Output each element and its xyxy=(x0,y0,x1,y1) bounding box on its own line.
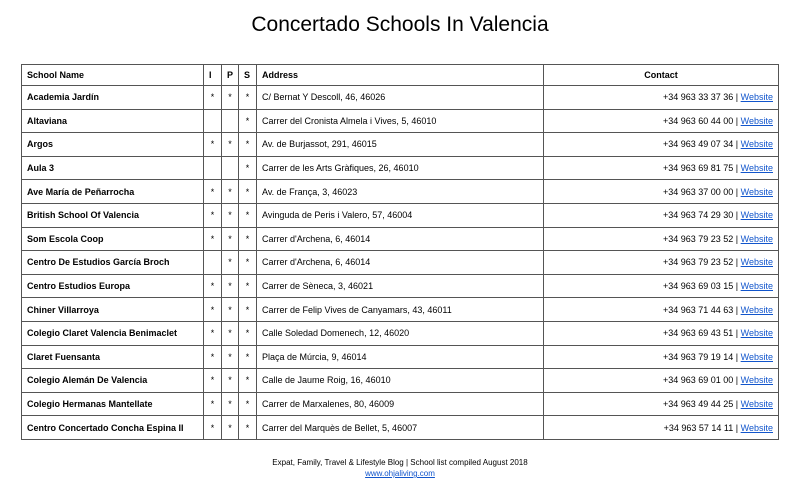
school-contact xyxy=(544,345,779,369)
school-address: Carrer de Marxalenes, 80, 46009 xyxy=(257,392,544,416)
school-phone: +34 963 69 03 15 xyxy=(662,281,734,292)
separator: | xyxy=(735,139,739,150)
separator: | xyxy=(735,233,739,244)
school-phone: +34 963 79 23 52 xyxy=(662,257,734,268)
primary-flag xyxy=(222,156,239,180)
primary-flag: * xyxy=(222,274,239,298)
school-address: Av. de Burjassot, 291, 46015 xyxy=(257,133,544,157)
separator: | xyxy=(735,163,739,174)
secondary-flag: * xyxy=(239,156,257,180)
school-name: Colegio Hermanas Mantellate xyxy=(22,392,204,416)
header-s: S xyxy=(239,65,257,86)
school-address: Plaça de Múrcia, 9, 46014 xyxy=(257,345,544,369)
website-link[interactable]: Website xyxy=(740,399,773,410)
table-row xyxy=(22,156,779,180)
school-phone: +34 963 69 81 75 xyxy=(662,163,734,174)
school-contact xyxy=(544,227,779,251)
primary-flag: * xyxy=(222,416,239,440)
school-name: Argos xyxy=(22,133,204,157)
school-phone: +34 963 57 14 11 xyxy=(663,422,734,433)
infant-flag: * xyxy=(204,227,222,251)
primary-flag: * xyxy=(222,345,239,369)
infant-flag: * xyxy=(204,321,222,345)
school-name: Som Escola Coop xyxy=(22,227,204,251)
infant-flag: * xyxy=(204,298,222,322)
website-link[interactable]: Website xyxy=(740,328,773,339)
separator: | xyxy=(735,281,739,292)
school-phone: +34 963 69 43 51 xyxy=(662,328,734,339)
footer xyxy=(0,457,800,479)
school-contact xyxy=(544,203,779,227)
school-contact xyxy=(544,274,779,298)
school-address: Carrer de les Arts Gràfiques, 26, 46010 xyxy=(257,156,544,180)
secondary-flag: * xyxy=(239,392,257,416)
separator: | xyxy=(735,399,739,410)
header-school-name: School Name xyxy=(22,65,204,86)
school-address: Carrer de Sèneca, 3, 46021 xyxy=(257,274,544,298)
website-link[interactable]: Website xyxy=(740,351,773,362)
secondary-flag: * xyxy=(239,274,257,298)
website-link[interactable]: Website xyxy=(740,422,773,433)
secondary-flag: * xyxy=(239,321,257,345)
primary-flag: * xyxy=(222,369,239,393)
primary-flag: * xyxy=(222,133,239,157)
secondary-flag: * xyxy=(239,345,257,369)
table-row xyxy=(22,109,779,133)
separator: | xyxy=(735,328,739,339)
separator: | xyxy=(735,186,739,197)
school-contact xyxy=(544,86,779,110)
secondary-flag: * xyxy=(239,203,257,227)
primary-flag: * xyxy=(222,298,239,322)
table-row xyxy=(22,86,779,110)
table-row xyxy=(22,227,779,251)
school-phone: +34 963 60 44 00 xyxy=(662,115,734,126)
website-link[interactable]: Website xyxy=(740,163,773,174)
infant-flag: * xyxy=(204,180,222,204)
website-link[interactable]: Website xyxy=(740,375,773,386)
website-link[interactable]: Website xyxy=(740,115,773,126)
infant-flag: * xyxy=(204,133,222,157)
school-name: British School Of Valencia xyxy=(22,203,204,227)
secondary-flag: * xyxy=(239,298,257,322)
separator: | xyxy=(735,375,739,386)
header-address: Address xyxy=(257,65,544,86)
infant-flag: * xyxy=(204,86,222,110)
school-contact xyxy=(544,392,779,416)
infant-flag: * xyxy=(204,416,222,440)
secondary-flag: * xyxy=(239,86,257,110)
school-contact xyxy=(544,109,779,133)
school-name: Altaviana xyxy=(22,109,204,133)
separator: | xyxy=(735,115,739,126)
school-phone: +34 963 33 37 36 xyxy=(662,92,734,103)
table-header-row xyxy=(22,65,779,86)
footer-credit: Expat, Family, Travel & Lifestyle Blog | School list compiled August 2018 xyxy=(272,458,528,467)
website-link[interactable]: Website xyxy=(740,304,773,315)
separator: | xyxy=(735,210,739,221)
schools-table xyxy=(21,64,779,440)
primary-flag: * xyxy=(222,227,239,251)
website-link[interactable]: Website xyxy=(740,281,773,292)
school-name: Claret Fuensanta xyxy=(22,345,204,369)
school-address: C/ Bernat Y Descoll, 46, 46026 xyxy=(257,86,544,110)
separator: | xyxy=(735,92,739,103)
school-contact xyxy=(544,321,779,345)
page-title: Concertado Schools In Valencia xyxy=(251,13,549,36)
table-row xyxy=(22,133,779,157)
table-row xyxy=(22,251,779,275)
school-phone: +34 963 37 00 00 xyxy=(662,186,734,197)
infant-flag: * xyxy=(204,345,222,369)
website-link[interactable]: Website xyxy=(740,233,773,244)
school-address: Carrer d'Archena, 6, 46014 xyxy=(257,227,544,251)
primary-flag: * xyxy=(222,392,239,416)
school-name: Academia Jardín xyxy=(22,86,204,110)
school-phone: +34 963 69 01 00 xyxy=(662,375,734,386)
header-contact: Contact xyxy=(544,65,779,86)
table-row xyxy=(22,345,779,369)
infant-flag xyxy=(204,251,222,275)
school-name: Chiner Villarroya xyxy=(22,298,204,322)
school-name: Ave María de Peñarrocha xyxy=(22,180,204,204)
separator: | xyxy=(735,257,739,268)
secondary-flag: * xyxy=(239,251,257,275)
primary-flag: * xyxy=(222,321,239,345)
website-link[interactable]: Website xyxy=(740,257,773,268)
website-link[interactable]: Website xyxy=(740,186,773,197)
website-link[interactable]: Website xyxy=(740,92,773,103)
infant-flag xyxy=(204,109,222,133)
table-row xyxy=(22,321,779,345)
school-address: Calle Soledad Domenech, 12, 46020 xyxy=(257,321,544,345)
school-address: Carrer del Cronista Almela i Vives, 5, 46010 xyxy=(257,109,544,133)
school-phone: +34 963 49 44 25 xyxy=(662,399,734,410)
secondary-flag: * xyxy=(239,180,257,204)
school-contact xyxy=(544,133,779,157)
school-address: Calle de Jaume Roig, 16, 46010 xyxy=(257,369,544,393)
website-link[interactable]: Website xyxy=(740,210,773,221)
infant-flag: * xyxy=(204,369,222,393)
separator: | xyxy=(735,422,739,433)
separator: | xyxy=(735,304,739,315)
school-name: Centro Estudios Europa xyxy=(22,274,204,298)
school-phone: +34 963 79 23 52 xyxy=(662,233,734,244)
primary-flag: * xyxy=(222,86,239,110)
school-phone: +34 963 79 19 14 xyxy=(662,351,734,362)
school-address: Avinguda de Peris i Valero, 57, 46004 xyxy=(257,203,544,227)
school-address: Av. de França, 3, 46023 xyxy=(257,180,544,204)
school-name: Centro De Estudios García Broch xyxy=(22,251,204,275)
school-phone: +34 963 71 44 63 xyxy=(662,304,734,315)
primary-flag xyxy=(222,109,239,133)
separator: | xyxy=(735,351,739,362)
school-name: Colegio Claret Valencia Benimaclet xyxy=(22,321,204,345)
header-i: I xyxy=(204,65,222,86)
footer-website-link[interactable]: www.ohjaliving.com xyxy=(365,469,435,478)
secondary-flag: * xyxy=(239,369,257,393)
table-row xyxy=(22,274,779,298)
school-name: Colegio Alemán De Valencia xyxy=(22,369,204,393)
table-row xyxy=(22,203,779,227)
primary-flag: * xyxy=(222,251,239,275)
primary-flag: * xyxy=(222,180,239,204)
school-name: Centro Concertado Concha Espina II xyxy=(22,416,204,440)
infant-flag: * xyxy=(204,203,222,227)
infant-flag xyxy=(204,156,222,180)
table-row xyxy=(22,392,779,416)
table-row xyxy=(22,298,779,322)
school-address: Carrer de Felip Vives de Canyamars, 43, 46011 xyxy=(257,298,544,322)
school-phone: +34 963 49 07 34 xyxy=(662,139,734,150)
school-contact xyxy=(544,180,779,204)
school-name: Aula 3 xyxy=(22,156,204,180)
website-link[interactable]: Website xyxy=(740,139,773,150)
school-contact xyxy=(544,369,779,393)
infant-flag: * xyxy=(204,392,222,416)
table-row xyxy=(22,180,779,204)
school-contact xyxy=(544,156,779,180)
school-contact xyxy=(544,251,779,275)
table-row xyxy=(22,369,779,393)
secondary-flag: * xyxy=(239,227,257,251)
school-phone: +34 963 74 29 30 xyxy=(662,210,734,221)
school-address: Carrer d'Archena, 6, 46014 xyxy=(257,251,544,275)
infant-flag: * xyxy=(204,274,222,298)
table-row xyxy=(22,416,779,440)
school-address: Carrer del Marquès de Bellet, 5, 46007 xyxy=(257,416,544,440)
primary-flag: * xyxy=(222,203,239,227)
school-contact xyxy=(544,416,779,440)
secondary-flag: * xyxy=(239,133,257,157)
secondary-flag: * xyxy=(239,416,257,440)
header-p: P xyxy=(222,65,239,86)
school-contact xyxy=(544,298,779,322)
secondary-flag: * xyxy=(239,109,257,133)
